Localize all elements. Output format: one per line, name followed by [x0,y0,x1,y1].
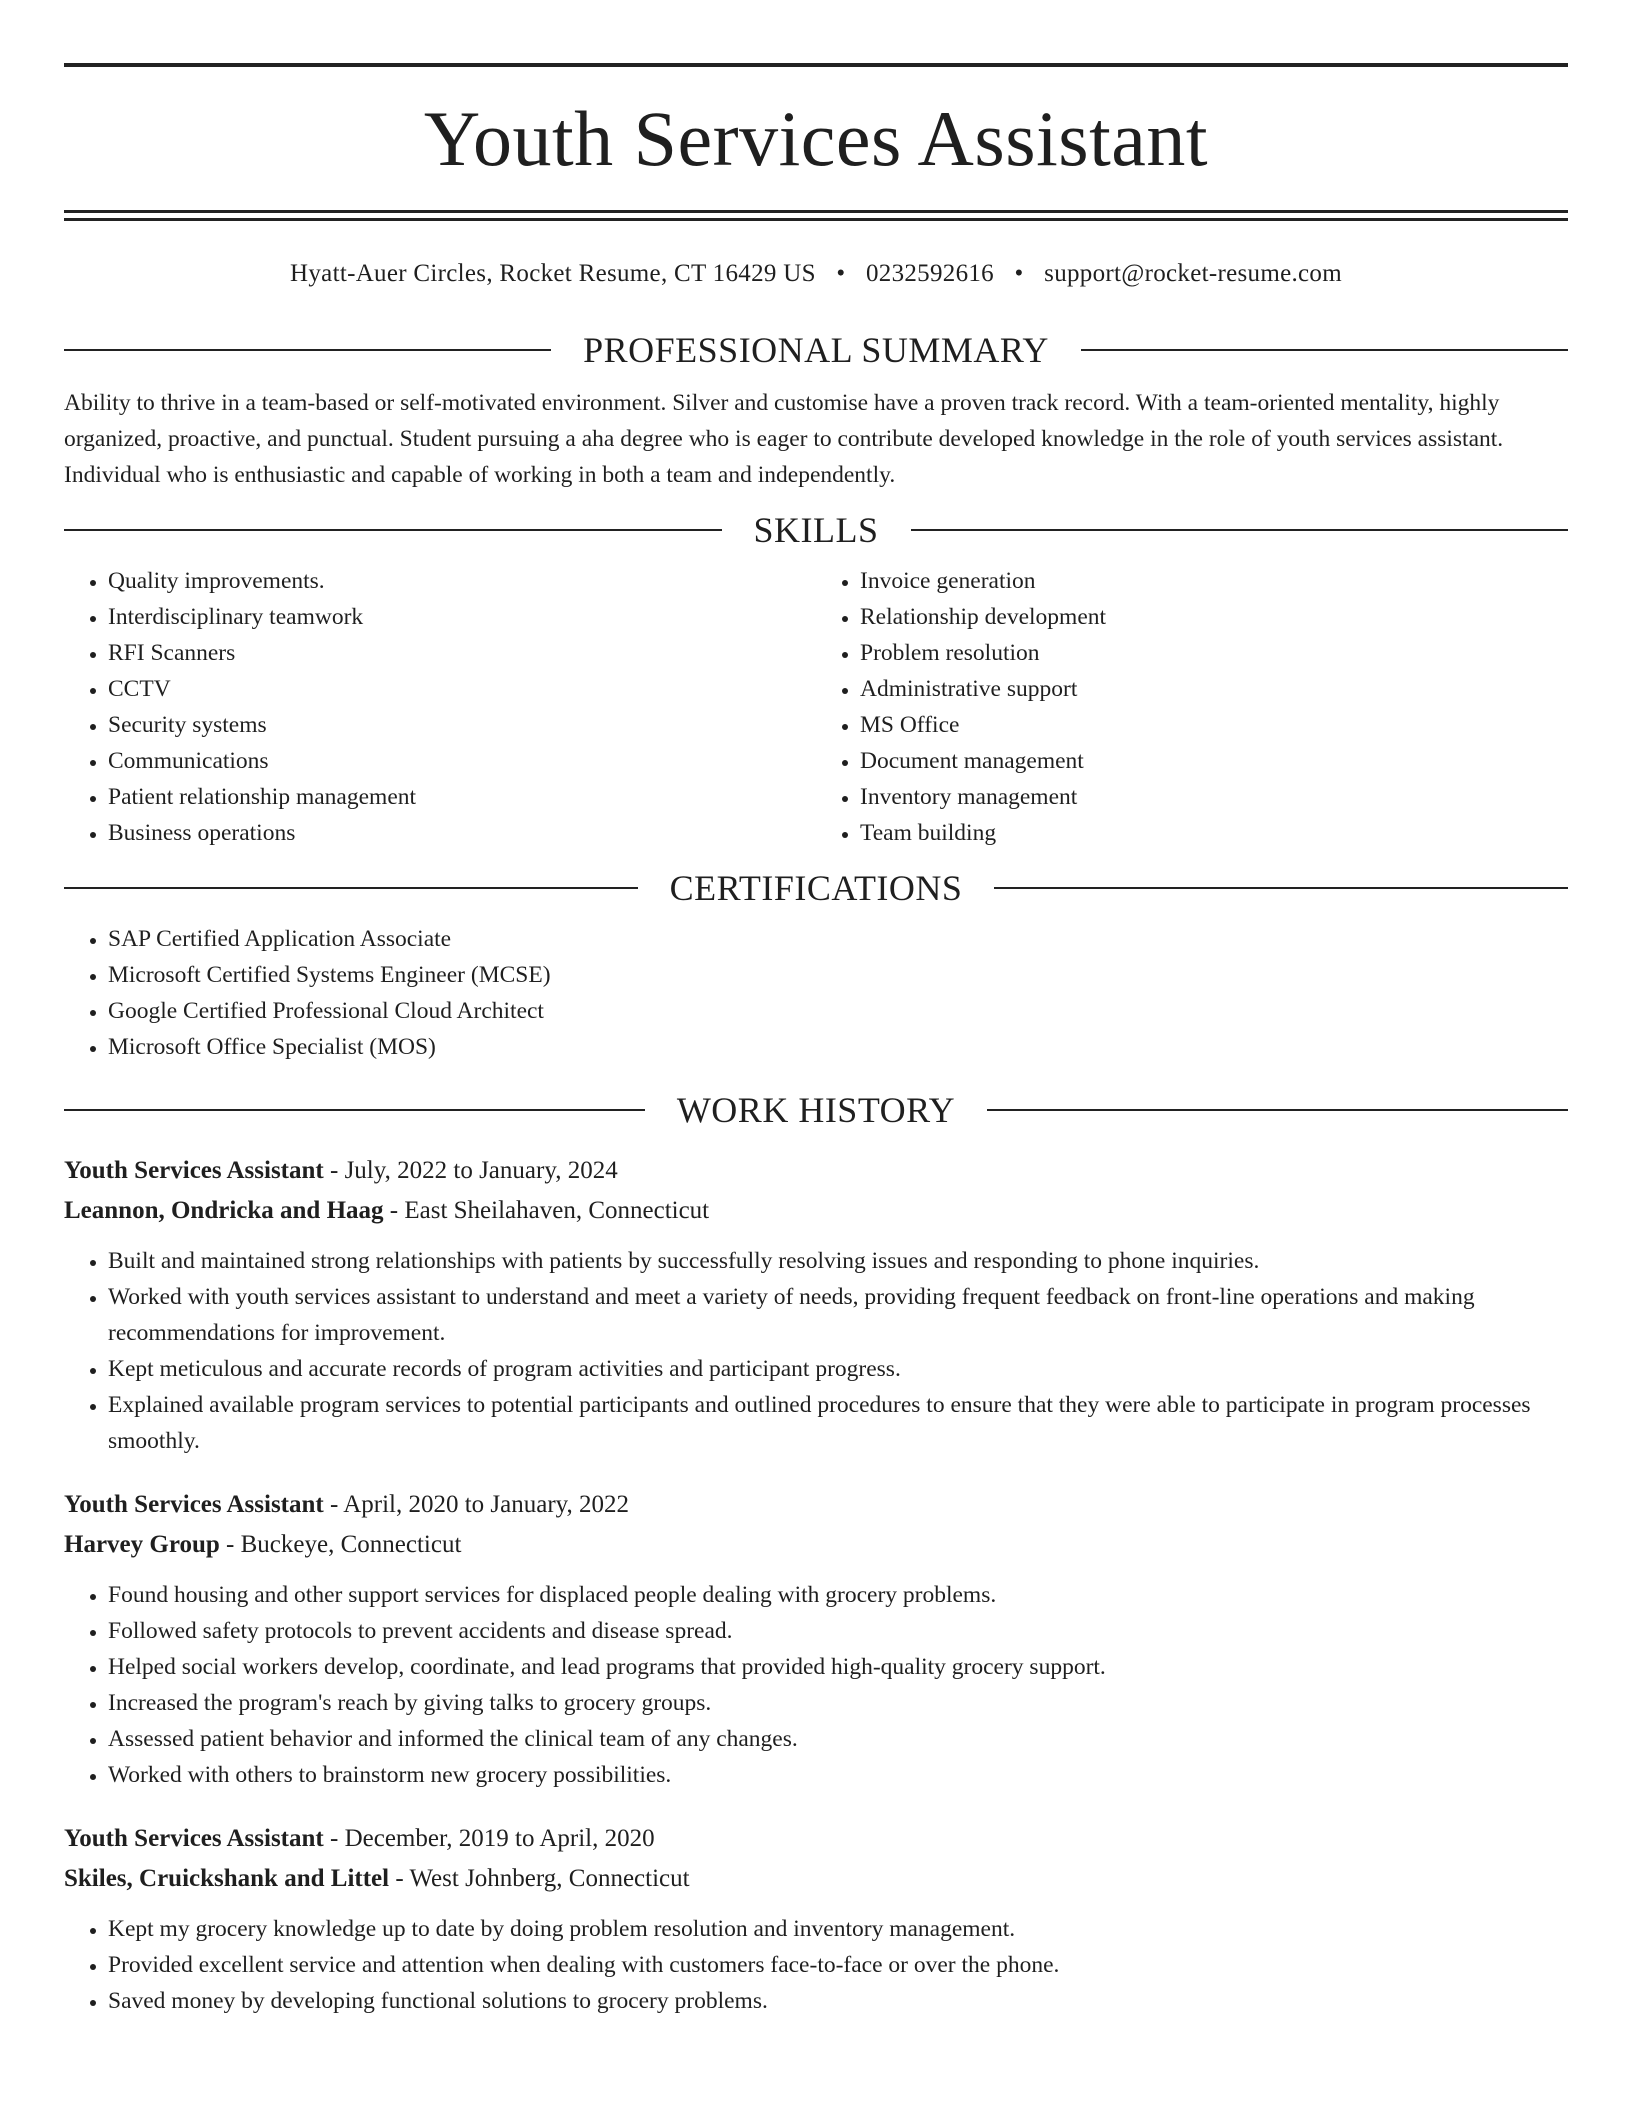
job-title-line [64,1485,1568,1525]
job-location: - Buckeye, Connecticut [219,1531,462,1558]
section-title: SKILLS [753,510,879,550]
certifications-list [64,921,1568,1065]
job-dates: - December, 2019 to April, 2020 [323,1825,655,1852]
skills-list-right [816,563,1568,851]
section-heading-work-history [64,1087,1568,1133]
job-dates: - April, 2020 to January, 2022 [323,1491,630,1518]
job-company: Skiles, Cruickshank and Littel [64,1865,390,1892]
job-title: Youth Services Assistant [64,1825,324,1852]
skill-item: • Team building [860,815,1568,851]
skill-item: • Communications [108,743,816,779]
job-entry [64,1819,1568,2019]
skill-item: • Patient relationship management [108,779,816,815]
skill-item: • CCTV [108,671,816,707]
job-location: - East Sheilahaven, Connecticut [383,1197,710,1224]
job-bullets [64,1243,1568,1459]
job-bullet: • Increased the program's reach by giving talks to grocery groups. [108,1685,1568,1721]
job-company-line [64,1191,1568,1231]
certification-item: • Microsoft Office Specialist (MOS) [108,1029,1568,1065]
contact-line [64,257,1568,291]
job-bullet: • Provided excellent service and attention when dealing with customers face-to-face or over the phone. [108,1947,1568,1983]
heading-rule [64,529,722,531]
contact-email: support@rocket-resume.com [1044,260,1342,287]
top-rule [64,63,1568,67]
job-bullet: • Worked with youth services assistant to understand and meet a variety of needs, providing frequent feedback on front-line operations and making recommendations for improvement. [108,1279,1568,1351]
job-title: Youth Services Assistant [64,1491,324,1518]
job-bullet: • Explained available program services to potential participants and outlined procedures to ensure that they were able to participate in program processes smoothly. [108,1387,1568,1459]
job-company-line [64,1859,1568,1899]
heading-rule [987,1109,1568,1111]
skill-item: • Interdisciplinary teamwork [108,599,816,635]
job-entry [64,1485,1568,1793]
job-bullet: • Saved money by developing functional solutions to grocery problems. [108,1983,1568,2019]
section-title: PROFESSIONAL SUMMARY [583,330,1049,370]
summary-text: Ability to thrive in a team-based or self-motivated environment. Silver and customise have a proven track record. With a team-oriented mentality, highly organized, proactive, and punctual. Student pursuing a aha degree who is eager to contribute developed knowledge in the role of youth services assistant. Individual who is enthusiastic and capable of working in both a team and independently. [64,390,1504,488]
job-bullet: • Worked with others to brainstorm new grocery possibilities. [108,1757,1568,1793]
skill-item: • RFI Scanners [108,635,816,671]
job-company-line [64,1525,1568,1565]
certification-item: • SAP Certified Application Associate [108,921,1568,957]
heading-rule [1081,349,1568,351]
skill-item: • Business operations [108,815,816,851]
heading-rule [64,349,551,351]
job-bullet: • Kept meticulous and accurate records of program activities and participant progress. [108,1351,1568,1387]
section-title: WORK HISTORY [676,1090,956,1130]
skill-item: • Document management [860,743,1568,779]
heading-rule [994,887,1568,889]
skill-item: • Security systems [108,707,816,743]
skill-item: • Quality improvements. [108,563,816,599]
section-heading-certifications [64,865,1568,911]
skill-item: • Administrative support [860,671,1568,707]
skills-list-left [64,563,816,851]
heading-rule [64,1109,645,1111]
resume-title: Youth Services Assistant [423,95,1209,182]
heading-rule [64,887,638,889]
job-location: - West Johnberg, Connecticut [389,1865,690,1892]
certification-item: • Google Certified Professional Cloud Architect [108,993,1568,1029]
skill-item: • Inventory management [860,779,1568,815]
certification-item: • Microsoft Certified Systems Engineer (MCSE) [108,957,1568,993]
resume-page [64,0,1568,2019]
job-dates: - July, 2022 to January, 2024 [323,1157,618,1184]
job-title: Youth Services Assistant [64,1157,324,1184]
job-bullet: • Helped social workers develop, coordinate, and lead programs that provided high-quality grocery support. [108,1649,1568,1685]
contact-address: Hyatt-Auer Circles, Rocket Resume, CT 16429 US [290,260,816,287]
job-bullet: • Assessed patient behavior and informed the clinical team of any changes. [108,1721,1568,1757]
job-title-line [64,1151,1568,1191]
section-heading-summary [64,327,1568,373]
job-bullet: • Kept my grocery knowledge up to date by doing problem resolution and inventory management. [108,1911,1568,1947]
job-bullets [64,1911,1568,2019]
section-heading-skills [64,507,1568,553]
skill-item: • MS Office [860,707,1568,743]
job-bullets [64,1577,1568,1793]
heading-rule [911,529,1569,531]
job-title-line [64,1819,1568,1859]
contact-separator: • [1014,260,1024,287]
job-entry [64,1151,1568,1459]
skills-columns [64,563,1568,851]
section-title: CERTIFICATIONS [669,868,963,908]
job-company: Harvey Group [64,1531,220,1558]
title-double-rule [64,210,1568,221]
skill-item: • Relationship development [860,599,1568,635]
contact-separator: • [836,260,846,287]
contact-phone: 0232592616 [865,260,994,287]
job-company: Leannon, Ondricka and Haag [64,1197,384,1224]
job-bullet: • Followed safety protocols to prevent accidents and disease spread. [108,1613,1568,1649]
job-bullet: • Found housing and other support services for displaced people dealing with grocery problems. [108,1577,1568,1613]
job-bullet: • Built and maintained strong relationships with patients by successfully resolving issues and responding to phone inquiries. [108,1243,1568,1279]
skill-item: • Invoice generation [860,563,1568,599]
skill-item: • Problem resolution [860,635,1568,671]
